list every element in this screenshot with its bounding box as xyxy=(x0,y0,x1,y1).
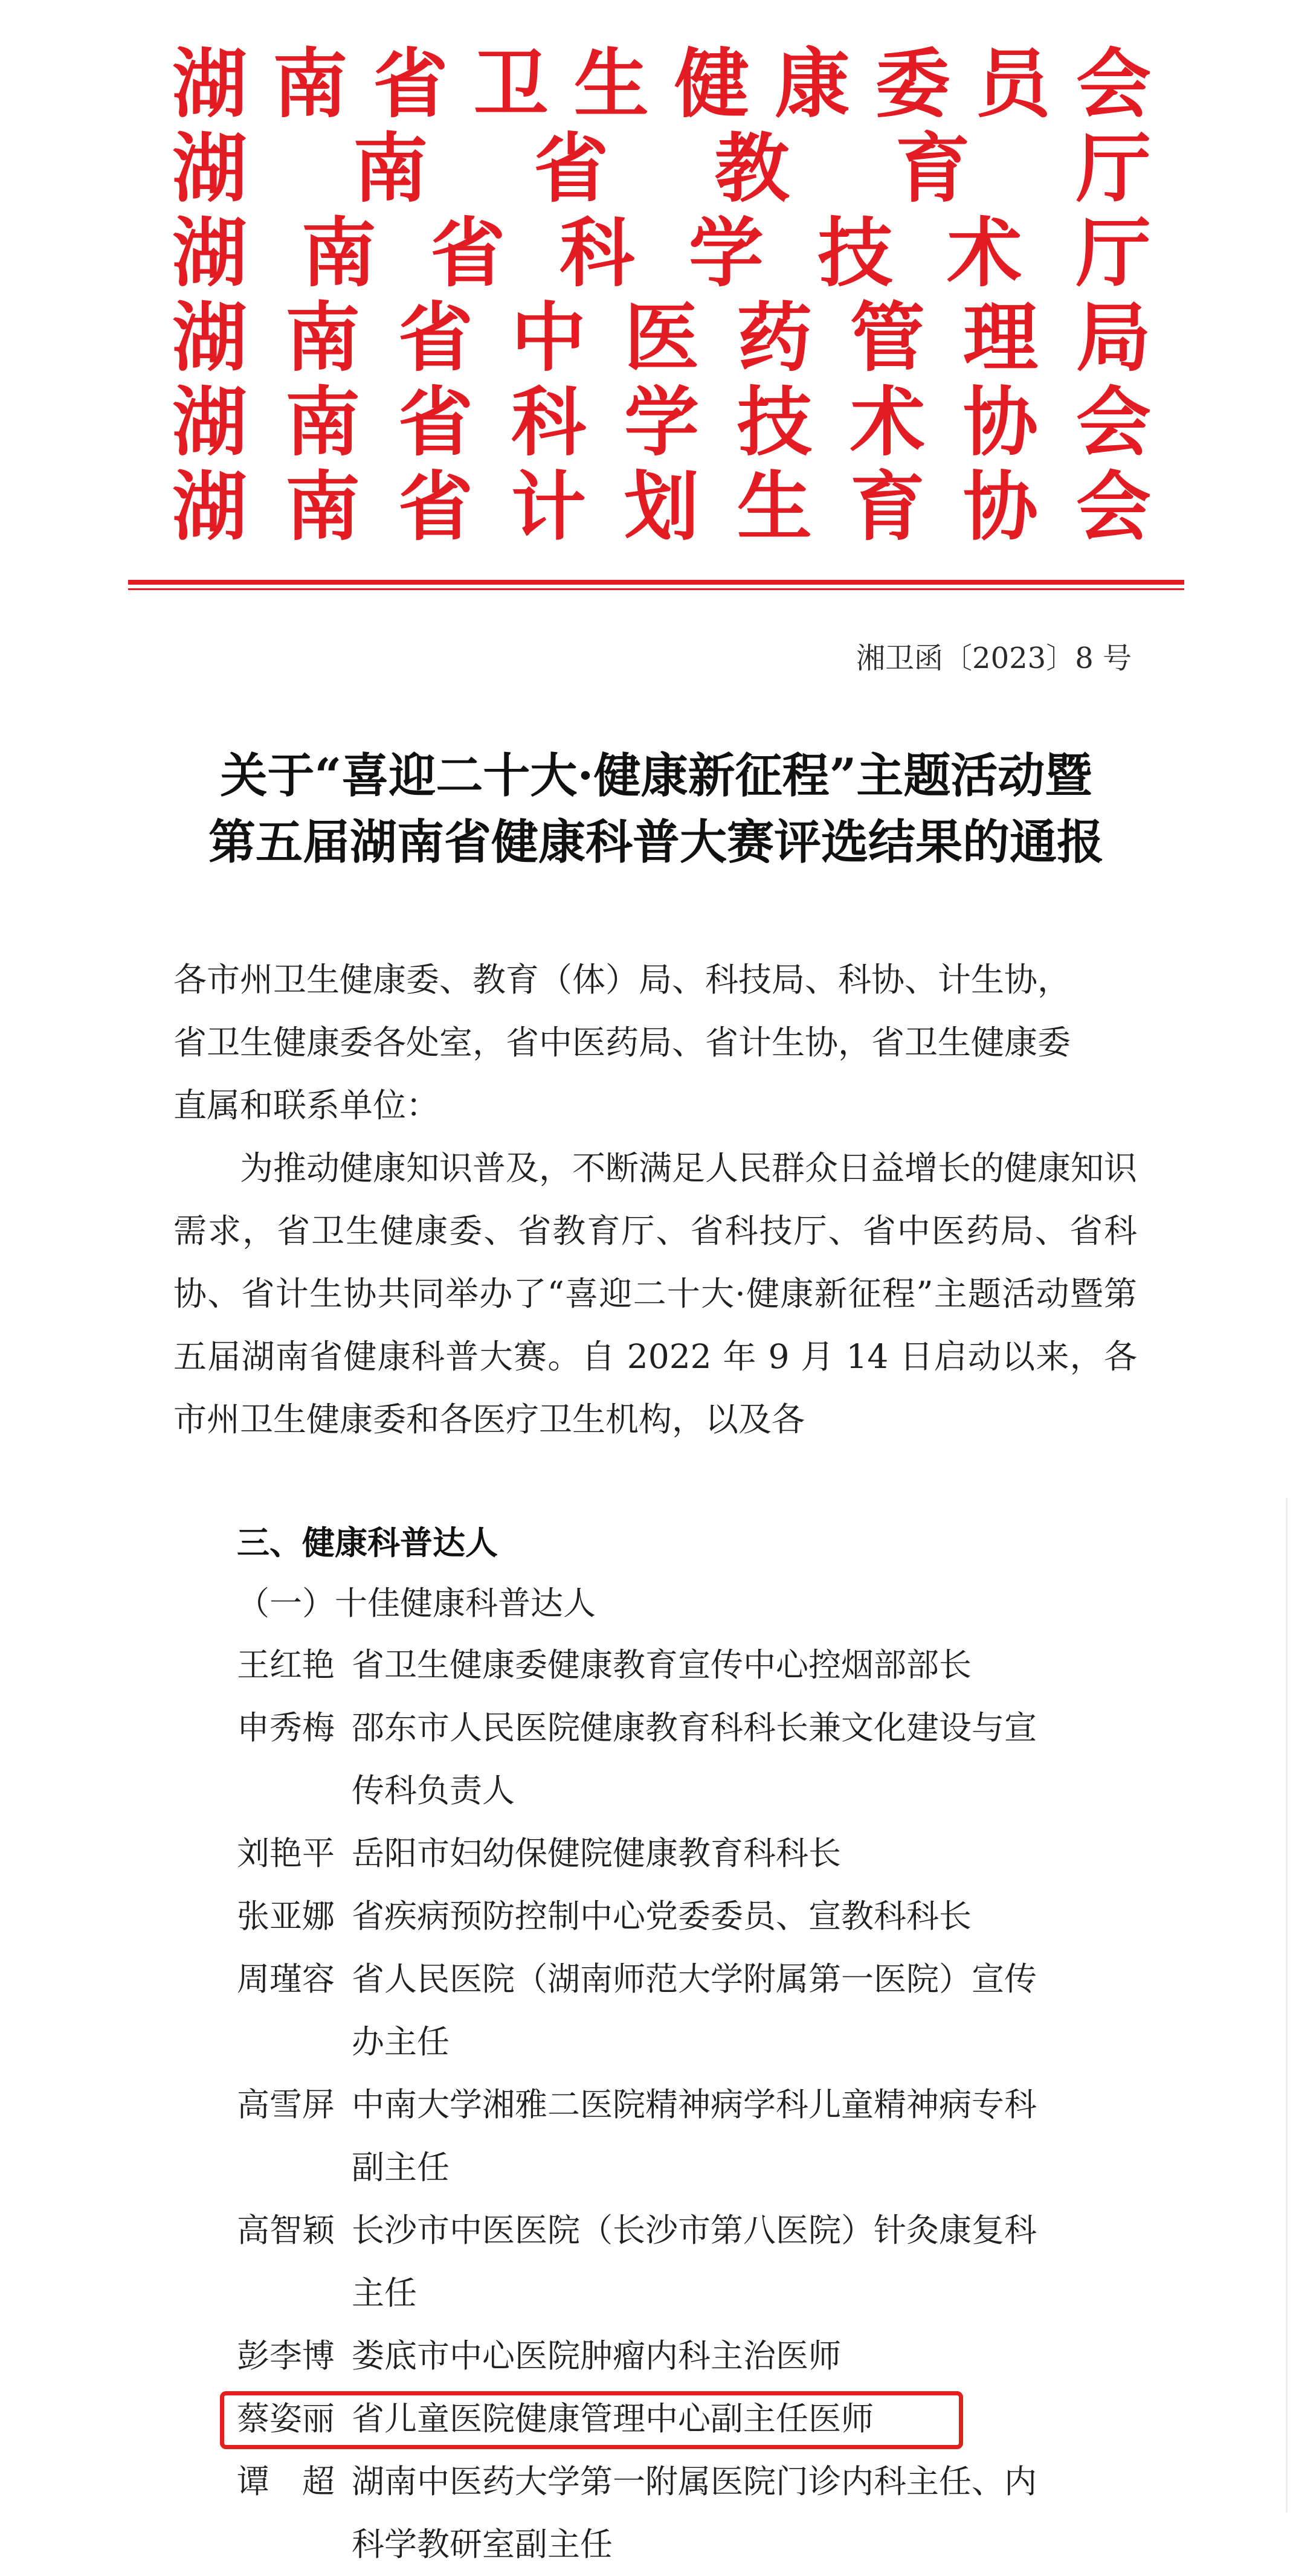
awardee-position: 长沙市中医医院（长沙市第八医院）针灸康复科主任 xyxy=(352,2211,1037,2312)
awardee-position: 省卫生健康委健康教育宣传中心控烟部部长 xyxy=(352,1646,972,1684)
body-paragraph: 为推动健康知识普及，不断满足人民群众日益增长的健康知识需求，省卫生健康委、省教育厅、省科技厅、省中医药局、省科协、省计生协共同举办了“喜迎二十大·健康新征程”主题活动暨第五届湖南省健康科普大赛。自 2022 年 9 月 14 日启动以来，各市州卫生健康委和各医疗卫生机构，以及各 xyxy=(173,1149,1138,1439)
org-char: 康 xyxy=(775,41,850,128)
org-name-health-commission xyxy=(172,42,1151,127)
org-char: 湖 xyxy=(172,210,248,297)
org-char: 湖 xyxy=(172,41,248,128)
org-char: 南 xyxy=(285,379,360,466)
org-char: 管 xyxy=(849,295,925,382)
org-char: 划 xyxy=(624,464,699,551)
org-name-science-association xyxy=(172,381,1151,465)
org-char: 计 xyxy=(511,464,586,551)
org-char: 南 xyxy=(301,210,376,297)
org-char: 省 xyxy=(430,210,506,297)
org-char: 南 xyxy=(285,464,360,551)
awardee-item xyxy=(237,2199,1167,2325)
org-char: 厅 xyxy=(1075,126,1151,213)
org-char: 会 xyxy=(1075,379,1151,466)
org-char: 技 xyxy=(817,210,893,297)
org-char: 湖 xyxy=(172,379,248,466)
org-name-family-planning-association xyxy=(172,465,1151,550)
org-char: 湖 xyxy=(172,126,248,213)
org-char: 生 xyxy=(737,464,812,551)
awardee-name: 高雪屏 xyxy=(237,2086,335,2124)
awardee-position: 省儿童医院健康管理中心副主任医师 xyxy=(352,2400,874,2438)
document-title xyxy=(128,743,1184,876)
awardee-name: 刘艳平 xyxy=(237,1834,335,1872)
org-char: 省 xyxy=(373,41,448,128)
document-body xyxy=(173,948,1137,1451)
org-char: 协 xyxy=(962,464,1038,551)
org-char: 委 xyxy=(875,41,950,128)
org-char: 南 xyxy=(353,126,428,213)
awardee-name: 蔡姿丽 xyxy=(237,2400,335,2438)
org-char: 局 xyxy=(1075,295,1151,382)
section-heading: 三、健康科普达人 xyxy=(237,1524,498,1562)
org-char: 术 xyxy=(947,210,1022,297)
awardee-name: 王红艳 xyxy=(237,1646,335,1684)
awardee-item xyxy=(237,2325,1167,2388)
awardee-item xyxy=(237,2073,1167,2199)
awardee-item xyxy=(237,1634,1167,1697)
org-char: 科 xyxy=(511,379,586,466)
org-name-tcm-administration xyxy=(172,296,1151,381)
org-char: 教 xyxy=(714,126,790,213)
org-char: 省 xyxy=(534,126,609,213)
org-char: 省 xyxy=(398,379,473,466)
org-char: 省 xyxy=(398,464,473,551)
header-rule xyxy=(128,580,1184,585)
awards-section xyxy=(237,1513,1167,2576)
awardee-position: 娄底市中心医院肿瘤内科主治医师 xyxy=(352,2337,841,2375)
org-char: 厅 xyxy=(1075,210,1151,297)
awardee-name: 彭李博 xyxy=(237,2337,335,2375)
org-char: 健 xyxy=(674,41,750,128)
awardee-name: 谭 超 xyxy=(237,2462,335,2501)
awardee-position: 中南大学湘雅二医院精神病学科儿童精神病专科副主任 xyxy=(352,2086,1037,2186)
org-char: 育 xyxy=(849,464,925,551)
org-char: 湖 xyxy=(172,464,248,551)
org-char: 理 xyxy=(962,295,1038,382)
org-char: 育 xyxy=(895,126,970,213)
awardee-position: 岳阳市妇幼保健院健康教育科科长 xyxy=(352,1834,841,1872)
org-char: 省 xyxy=(398,295,473,382)
awardee-position: 省人民医院（湖南师范大学附属第一医院）宣传办主任 xyxy=(352,1960,1037,2061)
awardee-position: 邵东市人民医院健康教育科科长兼文化建设与宣传科负责人 xyxy=(352,1709,1037,1810)
addressee-line: 各市州卫生健康委、教育（体）局、科技局、科协、计生协， xyxy=(173,960,1071,999)
page-divider xyxy=(1286,1498,1288,2513)
org-char: 南 xyxy=(285,295,360,382)
org-name-education-department xyxy=(172,127,1151,211)
awardee-item xyxy=(237,1885,1167,1948)
org-char: 中 xyxy=(511,295,586,382)
awardee-position: 省疾病预防控制中心党委委员、宣教科科长 xyxy=(352,1897,972,1935)
awardee-name: 申秀梅 xyxy=(237,1709,335,1747)
document-title-line: 第五届湖南省健康科普大赛评选结果的通报 xyxy=(208,815,1104,870)
subsection-heading: （一）十佳健康科普达人 xyxy=(237,1584,596,1622)
header-rule-thin xyxy=(128,588,1184,590)
org-char: 科 xyxy=(559,210,635,297)
awardee-name: 周瑾容 xyxy=(237,1960,335,1998)
org-char: 生 xyxy=(573,41,649,128)
org-char: 员 xyxy=(975,41,1051,128)
org-char: 南 xyxy=(272,41,348,128)
org-char: 药 xyxy=(737,295,812,382)
document-title-line: 关于“喜迎二十大·健康新征程”主题活动暨 xyxy=(220,748,1092,803)
awardee-item xyxy=(237,2450,1167,2576)
org-char: 医 xyxy=(624,295,699,382)
org-char: 协 xyxy=(962,379,1038,466)
awardee-item xyxy=(237,1948,1167,2073)
awardee-list xyxy=(237,1634,1167,2576)
letterhead xyxy=(172,42,1151,550)
org-char: 学 xyxy=(688,210,764,297)
addressee-line: 省卫生健康委各处室，省中医药局、省计生协，省卫生健康委 xyxy=(173,1023,1071,1062)
org-char: 术 xyxy=(849,379,925,466)
org-name-science-technology-department xyxy=(172,211,1151,296)
awardee-position: 湖南中医药大学第一附属医院门诊内科主任、内科学教研室副主任 xyxy=(352,2462,1037,2563)
awardee-item xyxy=(237,1697,1167,1822)
org-char: 会 xyxy=(1075,464,1151,551)
org-char: 学 xyxy=(624,379,699,466)
document-number: 湘卫函〔2023〕8 号 xyxy=(856,641,1132,675)
awardee-item xyxy=(237,1822,1167,1885)
awardee-name: 高智颖 xyxy=(237,2211,335,2249)
addressee-line: 直属和联系单位： xyxy=(173,1086,440,1125)
org-char: 卫 xyxy=(473,41,549,128)
awardee-name: 张亚娜 xyxy=(237,1897,335,1935)
org-char: 会 xyxy=(1075,41,1151,128)
org-char: 技 xyxy=(737,379,812,466)
org-char: 湖 xyxy=(172,295,248,382)
awardee-item-highlighted xyxy=(237,2388,1167,2450)
